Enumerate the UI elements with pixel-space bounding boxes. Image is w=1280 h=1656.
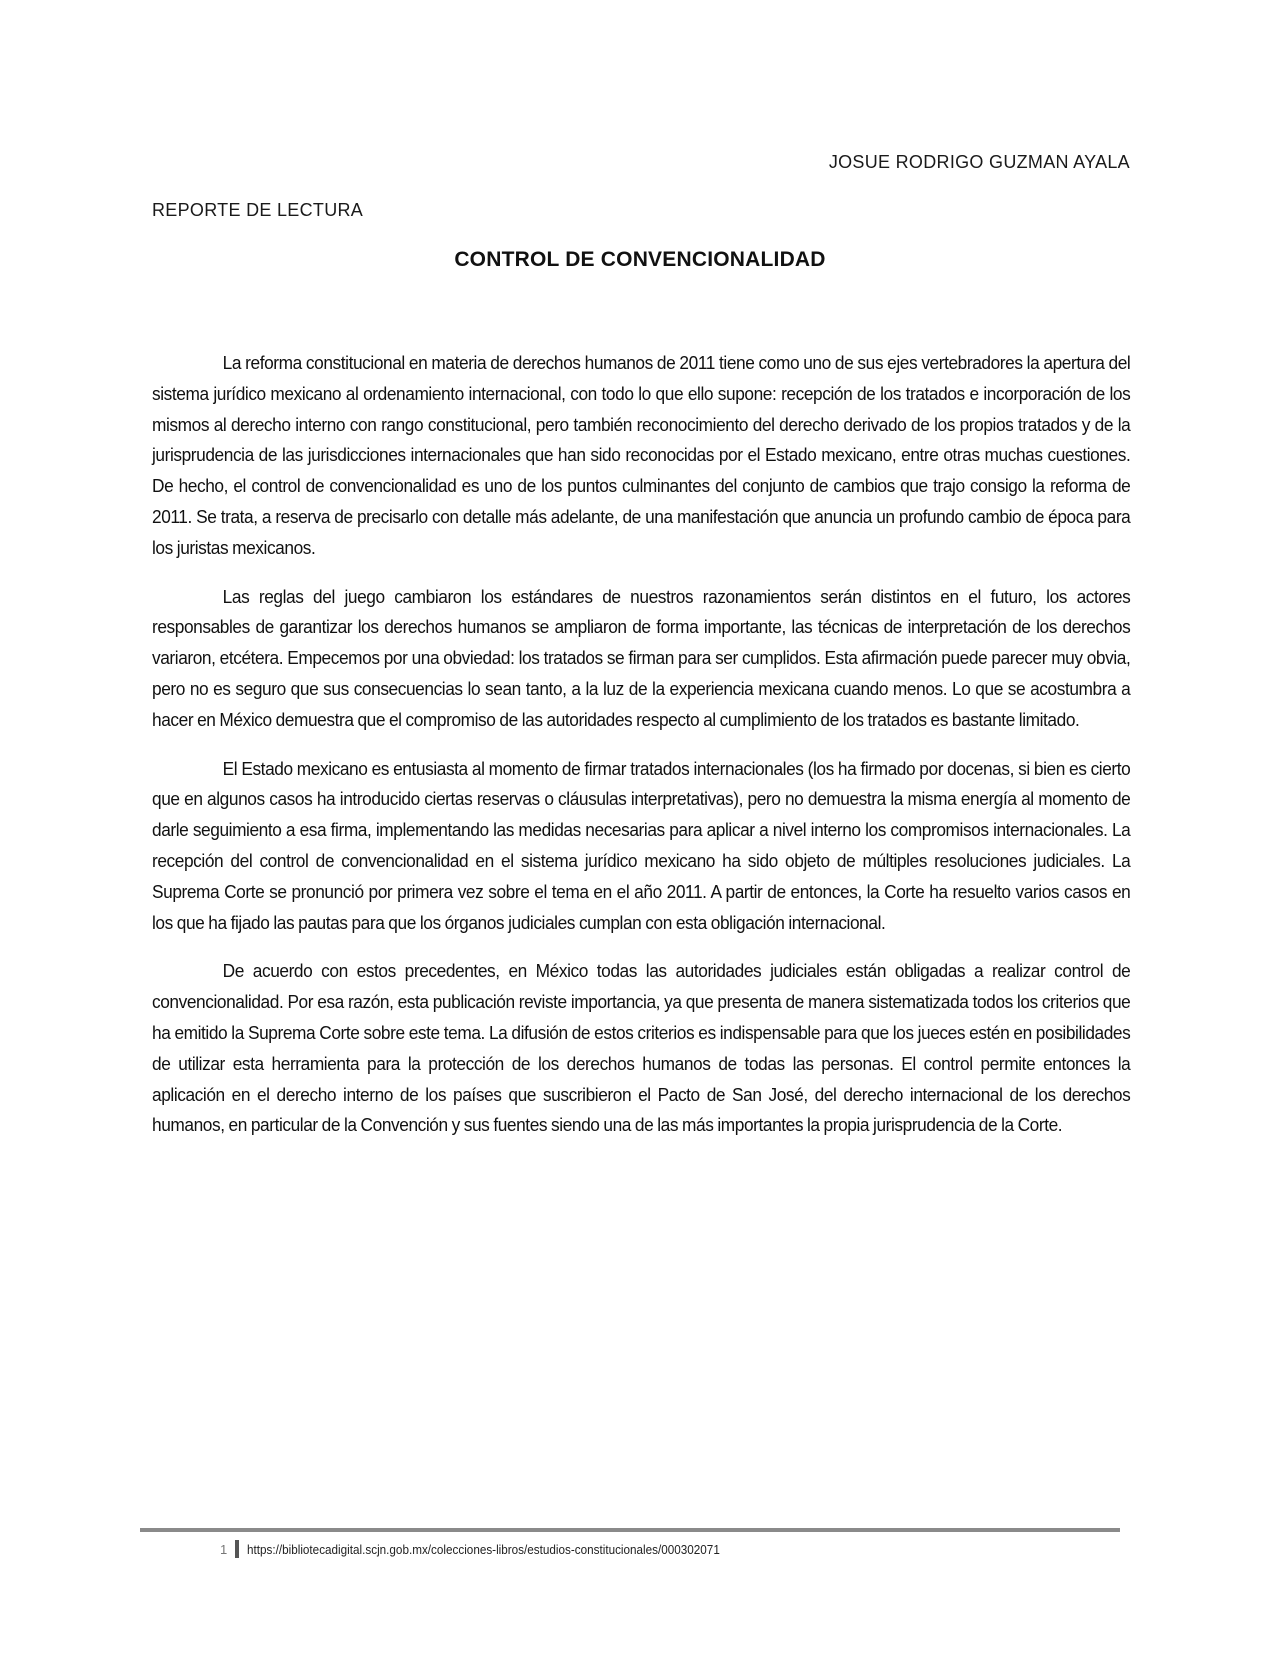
paragraph-1: La reforma constitucional en materia de derechos humanos de 2011 tiene como uno de sus ejes vertebradores la apertura del sistema jurídico mexicano al ordenamiento internacional, con todo lo que ello supone: recepción de los tratados e incorporación de los mismos al derecho interno con rango constitucional, pero también reconocimiento del derecho derivado de los propios tratados y de la jurisprudencia de las jurisdicciones internacionales que han sido reconocidas por el Estado mexicano, entre otras muchas cuestiones. De hecho, el control de convencionalidad es uno de los puntos culminantes del conjunto de cambios que trajo consigo la reforma de 2011. Se trata, a reserva de precisarlo con detalle más adelante, de una manifestación que anuncia un profundo cambio de época para los juristas mexicanos. <box>152 352 1131 558</box>
paragraph-4: De acuerdo con estos precedentes, en México todas las autoridades judiciales están obligadas a realizar control de convencionalidad. Por esa razón, esta publicación reviste importancia, ya que presenta de manera sistematizada todos los criterios que ha emitido la Suprema Corte sobre este tema. La difusión de estos criterios es indispensable para que los jueces estén en posibilidades de utilizar esta herramienta para la protección de los derechos humanos de todas las personas. El control permite entonces la aplicación en el derecho interno de los países que suscribieron el Pacto de San José, del derecho internacional de los derechos humanos, en particular de la Convención y sus fuentes siendo una de las más importantes la propia jurisprudencia de la Corte. <box>152 960 1131 1136</box>
source-url-link[interactable]: https://bibliotecadigital.scjn.gob.mx/colecciones-libros/estudios-constitucionales/000302071 <box>247 1541 721 1557</box>
page-number: 1 <box>220 1541 228 1557</box>
document-body <box>152 348 1130 1159</box>
footer-divider <box>140 1528 1120 1532</box>
document-title: CONTROL DE CONVENCIONALIDAD <box>454 248 826 271</box>
author-name: JOSUE RODRIGO GUZMAN AYALA <box>828 152 1130 172</box>
paragraph-3: El Estado mexicano es entusiasta al momento de firmar tratados internacionales (los ha firmado por docenas, si bien es cierto que en algunos casos ha introducido ciertas reservas o cláusulas interpretativas), pero no demuestra la misma energía al momento de darle seguimiento a esa firma, implementando las medidas necesarias para aplicar a nivel interno los compromisos internacionales. La recepción del control de convencionalidad en el sistema jurídico mexicano ha sido objeto de múltiples resoluciones judiciales. La Suprema Corte se pronunció por primera vez sobre el tema en el año 2011. A partir de entonces, la Corte ha resuelto varios casos en los que ha fijado las pautas para que los órganos judiciales cumplan con esta obligación internacional. <box>152 757 1131 933</box>
footer-separator <box>235 1540 239 1558</box>
page-footer <box>220 1538 773 1560</box>
paragraph-2: Las reglas del juego cambiaron los estándares de nuestros razonamientos serán distintos en el futuro, los actores responsables de garantizar los derechos humanos se ampliaron de forma importante, las técnicas de interpretación de los derechos variaron, etcétera. Empecemos por una obviedad: los tratados se firman para ser cumplidos. Esta afirmación puede parecer muy obvia, pero no es seguro que sus consecuencias lo sean tanto, a la luz de la experiencia mexicana cuando menos. Lo que se acostumbra a hacer en México demuestra que el compromiso de las autoridades respecto al cumplimiento de los tratados es bastante limitado. <box>152 585 1131 730</box>
report-label: REPORTE DE LECTURA <box>152 200 364 220</box>
